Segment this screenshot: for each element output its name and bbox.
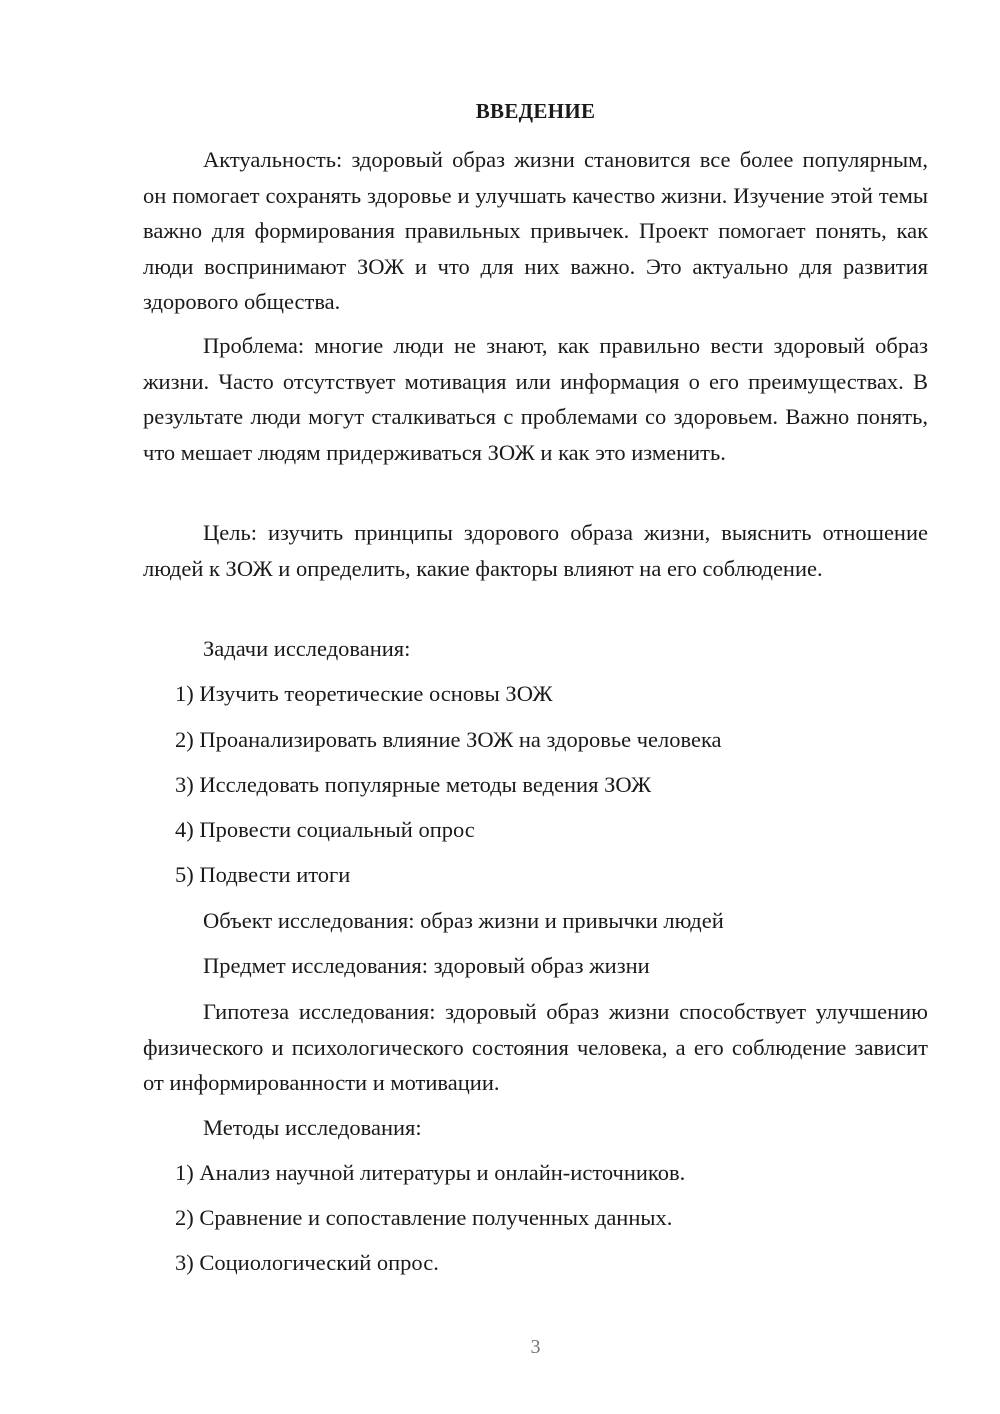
- paragraph-goal: Цель: изучить принципы здорового образа жизни, выяснить отношение людей к ЗОЖ и определить, какие факторы влияют на его соблюдение.: [143, 520, 928, 581]
- page-title: ВВЕДЕНИЕ: [475, 99, 596, 123]
- document-page: [143, 0, 928, 1414]
- task-item-3: 3) Исследовать популярные методы ведения ЗОЖ: [175, 772, 652, 797]
- methods-heading: Методы исследования:: [203, 1115, 422, 1140]
- task-item-4: 4) Провести социальный опрос: [175, 817, 475, 842]
- task-item-5: 5) Подвести итоги: [175, 862, 351, 887]
- method-item-1: 1) Анализ научной литературы и онлайн-источников.: [175, 1160, 686, 1185]
- paragraph-hypothesis: Гипотеза исследования: здоровый образ жизни способствует улучшению физического и психологического состояния человека, а его соблюдение зависит от информированности и мотивации.: [143, 999, 928, 1095]
- research-subject: Предмет исследования: здоровый образ жизни: [203, 953, 650, 978]
- method-item-3: 3) Социологический опрос.: [175, 1250, 439, 1275]
- method-item-2: 2) Сравнение и сопоставление полученных данных.: [175, 1205, 673, 1230]
- task-item-1: 1) Изучить теоретические основы ЗОЖ: [175, 681, 553, 706]
- paragraph-problem: Проблема: многие люди не знают, как правильно вести здоровый образ жизни. Часто отсутствует мотивация или информация о его преимуществах. В результате люди могут сталкиваться с проблемами со здоровьем. Важно понять, что мешает людям придерживаться ЗОЖ и как это изменить.: [143, 333, 928, 465]
- task-item-2: 2) Проанализировать влияние ЗОЖ на здоровье человека: [175, 727, 722, 752]
- research-object: Объект исследования: образ жизни и привычки людей: [203, 908, 724, 933]
- tasks-heading: Задачи исследования:: [203, 636, 411, 661]
- paragraph-relevance: Актуальность: здоровый образ жизни становится все более популярным, он помогает сохранять здоровье и улучшать качество жизни. Изучение этой темы важно для формирования правильных привычек. Проект помогает понять, как люди воспринимают ЗОЖ и что для них важно. Это актуально для развития здорового общества.: [143, 147, 928, 314]
- page-number: 3: [530, 1336, 541, 1358]
